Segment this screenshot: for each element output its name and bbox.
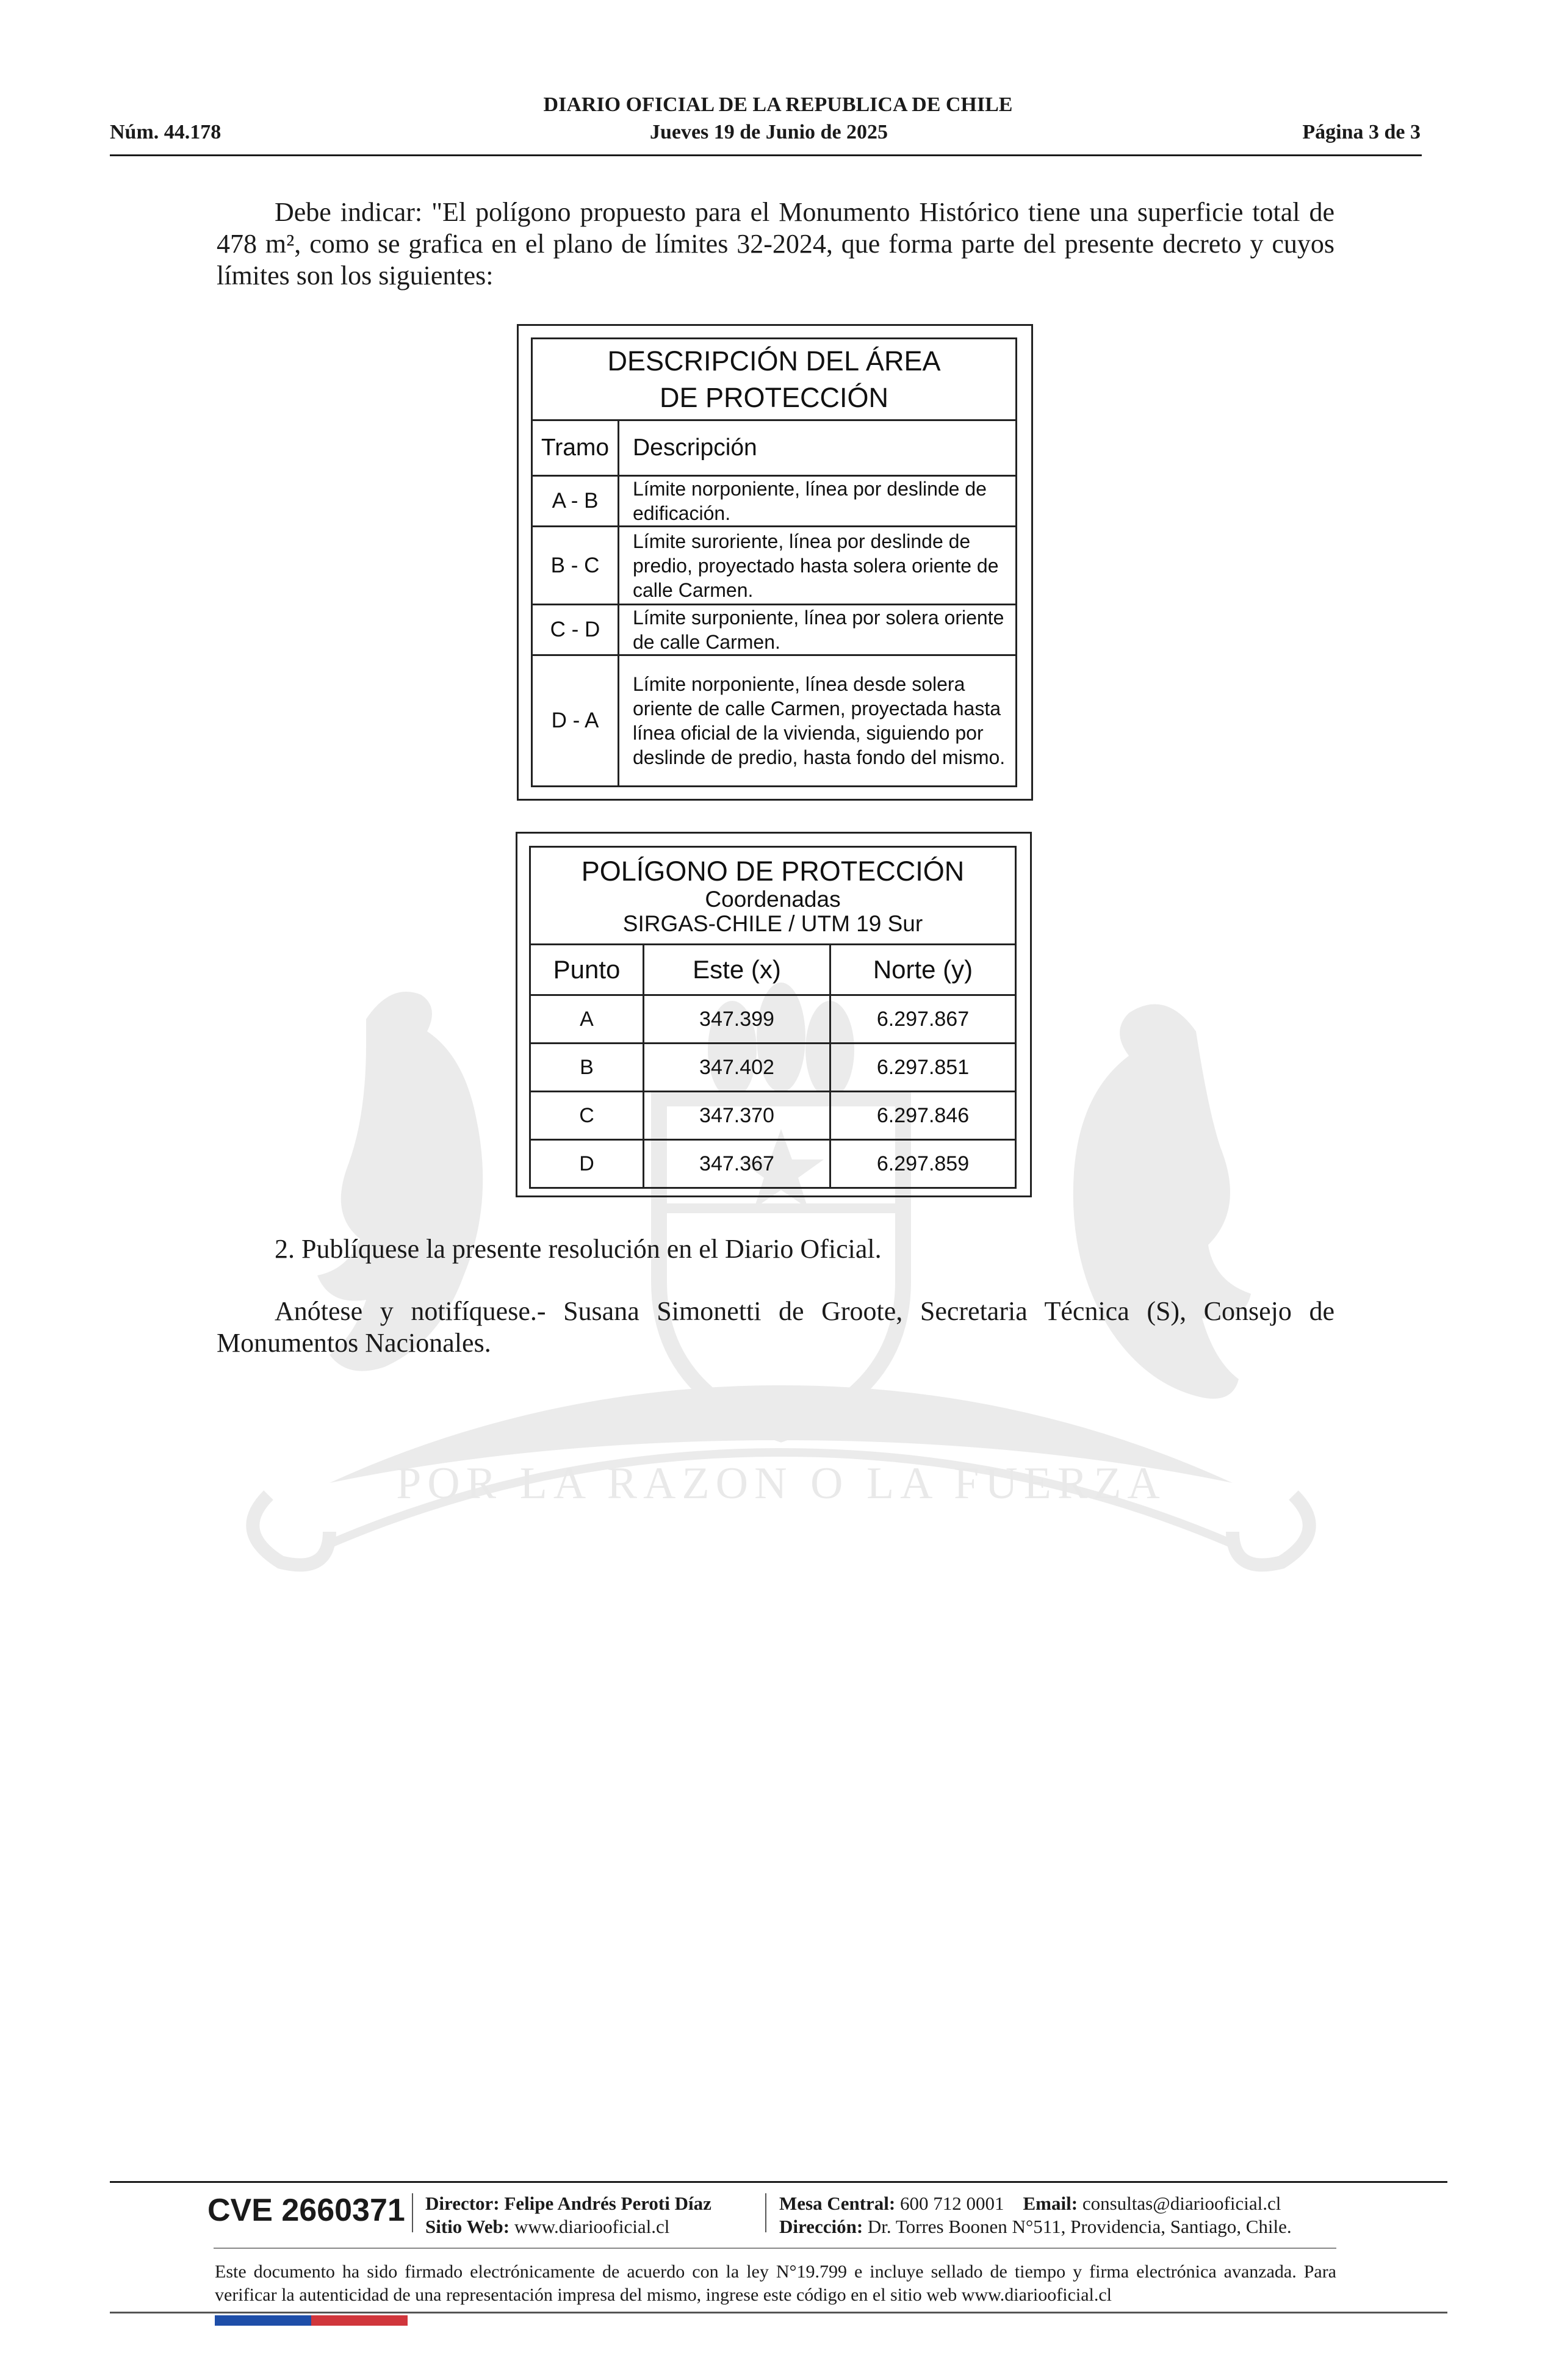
norte-cell: 6.297.859 [830, 1140, 1016, 1188]
flag-stripe-blue [215, 2315, 311, 2326]
footer-separator [765, 2193, 766, 2232]
address-label: Dirección: [779, 2216, 863, 2237]
contact-block [779, 2192, 1292, 2238]
table-row [532, 605, 1017, 655]
legal-notice: Este documento ha sido firmado electrónicamente de acuerdo con la ley N°19.799 e incluye sellado de tiempo y firma electrónica avanzada. Para verificar la autenticidad de una representación impresa del mismo, ingrese este código en el sitio web www.diariooficial.cl [215, 2262, 1336, 2305]
director-label: Director: [425, 2193, 500, 2214]
mesa-phone: 600 712 0001 [900, 2193, 1004, 2214]
polygon-table-title [530, 847, 1016, 945]
este-cell: 347.402 [644, 1044, 830, 1092]
description-table [531, 337, 1017, 787]
address-value: Dr. Torres Boonen N°511, Providencia, Santiago, Chile. [867, 2216, 1292, 2237]
table-row [530, 1140, 1016, 1188]
tramo-cell: D - A [532, 655, 619, 787]
table-row [530, 1092, 1016, 1140]
issue-number: Núm. 44.178 [110, 121, 222, 143]
column-header-tramo: Tramo [532, 420, 619, 476]
watermark-motto: POR LA RAZON O LA FUERZA [396, 1459, 1166, 1509]
page-number: Página 3 de 3 [1302, 121, 1421, 143]
punto-cell: A [530, 995, 644, 1044]
este-cell: 347.370 [644, 1092, 830, 1140]
cve-code: CVE 2660371 [207, 2193, 405, 2228]
polygon-subtitle-coords: Coordenadas [705, 886, 841, 912]
column-header-norte: Norte (y) [830, 945, 1016, 995]
web-link[interactable]: www.diariooficial.cl [514, 2216, 670, 2237]
este-cell: 347.367 [644, 1140, 830, 1188]
item-2-paragraph: 2. Publíquese la presente resolución en el Diario Oficial. [275, 1234, 882, 1264]
tramo-cell: B - C [532, 527, 619, 605]
newspaper-title: DIARIO OFICIAL DE LA REPUBLICA DE CHILE [543, 93, 1013, 116]
polygon-title: POLÍGONO DE PROTECCIÓN [581, 855, 965, 887]
closing-paragraph: Anótese y notifíquese.- Susana Simonetti de Groote, Secretaria Técnica (S), Consejo de Monumentos Nacionales. [217, 1296, 1334, 1358]
este-cell: 347.399 [644, 995, 830, 1044]
email-label: Email: [1023, 2193, 1078, 2214]
header-divider [110, 154, 1422, 156]
intro-paragraph: Debe indicar: "El polígono propuesto para el Monumento Histórico tiene una superficie total de 478 m², como se grafica en el plano de límites 32-2024, que forma parte del presente decreto y cuyos límites son los siguientes: [217, 197, 1334, 290]
descripcion-cell: Límite norponiente, línea desde solera oriente de calle Carmen, proyectada hasta línea oficial de la vivienda, siguiendo por deslinde de predio, hasta fondo del mismo. [619, 655, 1017, 787]
descripcion-cell: Límite norponiente, línea por deslinde de edificación. [619, 476, 1017, 527]
director-block [425, 2192, 711, 2238]
norte-cell: 6.297.867 [830, 995, 1016, 1044]
director-name: Felipe Andrés Peroti Díaz [504, 2193, 711, 2214]
column-header-este: Este (x) [644, 945, 830, 995]
table-row [530, 995, 1016, 1044]
footer-divider-top [110, 2181, 1447, 2183]
footer-divider-bottom [110, 2312, 1447, 2313]
polygon-subtitle-datum: SIRGAS-CHILE / UTM 19 Sur [622, 911, 923, 936]
punto-cell: D [530, 1140, 644, 1188]
mesa-label: Mesa Central: [779, 2193, 896, 2214]
table-row [532, 655, 1017, 787]
description-table-title [532, 339, 1017, 420]
email-link[interactable]: consultas@diariooficial.cl [1082, 2193, 1281, 2214]
description-title-line1: DESCRIPCIÓN DEL ÁREA [607, 345, 941, 377]
table-row [532, 476, 1017, 527]
punto-cell: C [530, 1092, 644, 1140]
web-label: Sitio Web: [425, 2216, 510, 2237]
table-row [530, 1044, 1016, 1092]
footer-separator [412, 2193, 413, 2232]
norte-cell: 6.297.851 [830, 1044, 1016, 1092]
norte-cell: 6.297.846 [830, 1092, 1016, 1140]
descripcion-cell: Límite suroriente, línea por deslinde de predio, proyectado hasta solera oriente de calle Carmen. [619, 527, 1017, 605]
punto-cell: B [530, 1044, 644, 1092]
flag-stripe-red [311, 2315, 408, 2326]
table-row [532, 527, 1017, 605]
description-title-line2: DE PROTECCIÓN [659, 381, 889, 413]
descripcion-cell: Límite surponiente, línea por solera oriente de calle Carmen. [619, 605, 1017, 655]
polygon-table [529, 846, 1017, 1189]
column-header-punto: Punto [530, 945, 644, 995]
issue-date: Jueves 19 de Junio de 2025 [649, 121, 888, 143]
tramo-cell: A - B [532, 476, 619, 527]
column-header-descripcion: Descripción [619, 420, 1017, 476]
tramo-cell: C - D [532, 605, 619, 655]
footer-divider-mid [214, 2248, 1336, 2249]
